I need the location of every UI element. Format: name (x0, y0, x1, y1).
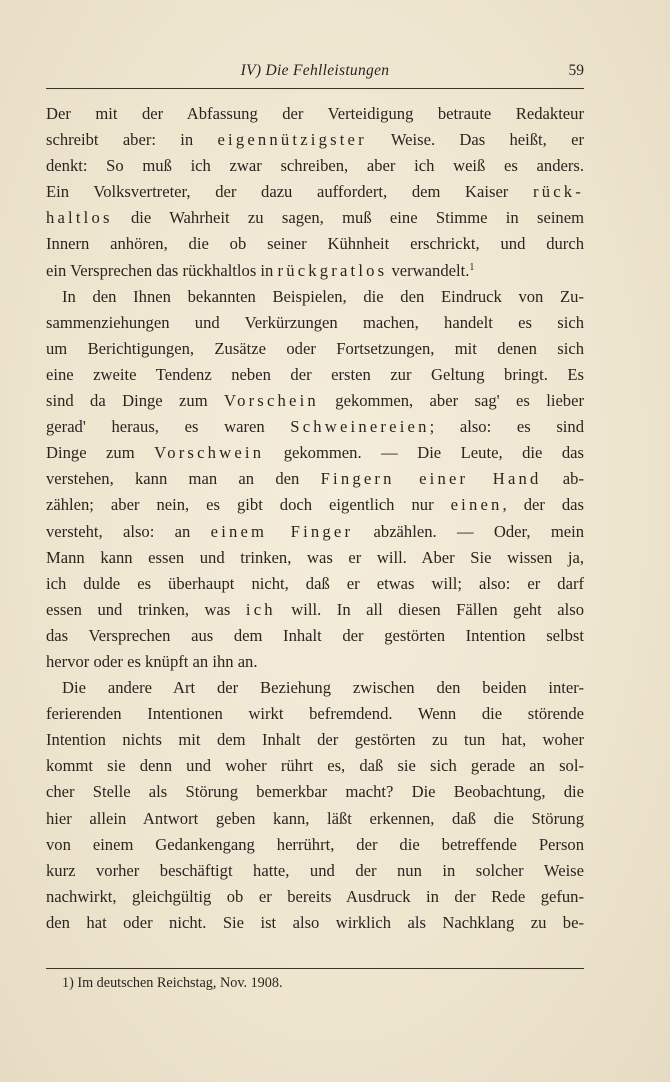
text-line: Intention nichts mit dem Inhalt der gestörten zu tun hat, woher (46, 730, 584, 750)
spaced-emphasis: Vorschwein (154, 443, 265, 463)
spaced-emphasis: ich (245, 599, 276, 619)
footnote-marker: 1 (469, 261, 475, 273)
text-line: Innern anhören, die ob seiner Kühnheit erschrickt, und durch (46, 234, 584, 254)
spaced-emphasis: Fingern einer Hand (320, 469, 542, 489)
text-line: sammenziehungen und Verkürzungen machen, handelt es sich (46, 312, 584, 332)
text-line: von einem Gedankengang herrührt, der die betreffende Person (46, 834, 584, 854)
text-line: cher Stelle als Störung bemerkbar macht? Die Beobachtung, die (46, 782, 584, 802)
spaced-emphasis: Schweinereien (290, 417, 430, 437)
text-line: verstehen, kann man an den Fingern einer Hand ab- (46, 469, 584, 489)
text-line: In den Ihnen bekannten Beispielen, die den Eindruck von Zu- (62, 286, 584, 306)
text-line: ich dulde es überhaupt nicht, daß er etwas will; also: er darf (46, 573, 584, 593)
spaced-emphasis: einem Finger (210, 521, 354, 541)
spaced-emphasis: haltlos (46, 208, 113, 228)
text-line: kommt sie denn und woher rührt es, daß sie sich gerade an sol- (46, 756, 584, 776)
text-line: sind da Dinge zum Vorschein gekommen, aber sag' es lieber (46, 391, 584, 411)
spaced-emphasis: rück- (532, 182, 584, 202)
page-number: 59 (568, 62, 584, 79)
spaced-emphasis: einen (450, 495, 503, 515)
footnote: 1) Im deutschen Reichstag, Nov. 1908. (62, 975, 283, 991)
text-line: schreibt aber: in eigennützigster Weise. Das heißt, er (46, 130, 584, 150)
text-line: ferierenden Intentionen wirkt befremdend. Wenn die störende (46, 704, 584, 724)
text-line: Ein Volksvertreter, der dazu auffordert, dem Kaiser rück- (46, 182, 584, 202)
text-line: Der mit der Abfassung der Verteidigung betraute Redakteur (46, 104, 584, 123)
text-line: kurz vorher beschäftigt hatte, und der nun in solcher Weise (46, 860, 584, 880)
text-line: um Berichtigungen, Zusätze oder Fortsetzungen, mit denen sich (46, 338, 584, 358)
text-line: ein Versprechen das rückhaltlos in rückgratlos verwandelt.$^1$ (46, 260, 475, 280)
text-line: nachwirkt, gleichgültig ob er bereits Ausdruck in der Rede gefun- (46, 886, 584, 906)
header-rule (46, 88, 584, 89)
body-text (46, 101, 584, 936)
text-line: eine zweite Tendenz neben der ersten zur Geltung bringt. Es (46, 364, 584, 384)
text-line: Mann kann essen und trinken, was er will. Aber Sie wissen ja, (46, 547, 584, 567)
text-line: hier allein Antwort geben kann, läßt erkennen, daß die Störung (46, 808, 584, 828)
text-line: Dinge zum Vorschwein gekommen. — Die Leute, die das (46, 443, 584, 463)
text-line: zählen; aber nein, es gibt doch eigentlich nur einen, der das (46, 495, 584, 515)
text-line: gerad' heraus, es waren Schweinereien; also: es sind (46, 417, 584, 437)
spaced-emphasis: eigennützigster (217, 130, 367, 150)
text-line: Die andere Art der Beziehung zwischen den beiden inter- (62, 678, 584, 698)
text-line: hervor oder es knüpft an ihn an. (46, 651, 258, 671)
text-line: den hat oder nicht. Sie ist also wirklich als Nachklang zu be- (46, 912, 584, 932)
page-header (46, 62, 584, 84)
spaced-emphasis: rückgratlos (277, 260, 388, 280)
text-line: denkt: So muß ich zwar schreiben, aber ich weiß es anders. (46, 156, 584, 176)
spaced-emphasis: Vorschein (224, 391, 319, 411)
text-line: versteht, also: an einem Finger abzählen. — Oder, mein (46, 521, 584, 541)
text-line: das Versprechen aus dem Inhalt der gestörten Intention selbst (46, 625, 584, 645)
text-line: essen und trinken, was ich will. In all diesen Fällen geht also (46, 599, 584, 619)
text-line: haltlos die Wahrheit zu sagen, muß eine Stimme in seinem (46, 208, 584, 228)
running-title: IV) Die Fehlleistungen (240, 62, 390, 79)
footnote-rule (46, 968, 584, 969)
